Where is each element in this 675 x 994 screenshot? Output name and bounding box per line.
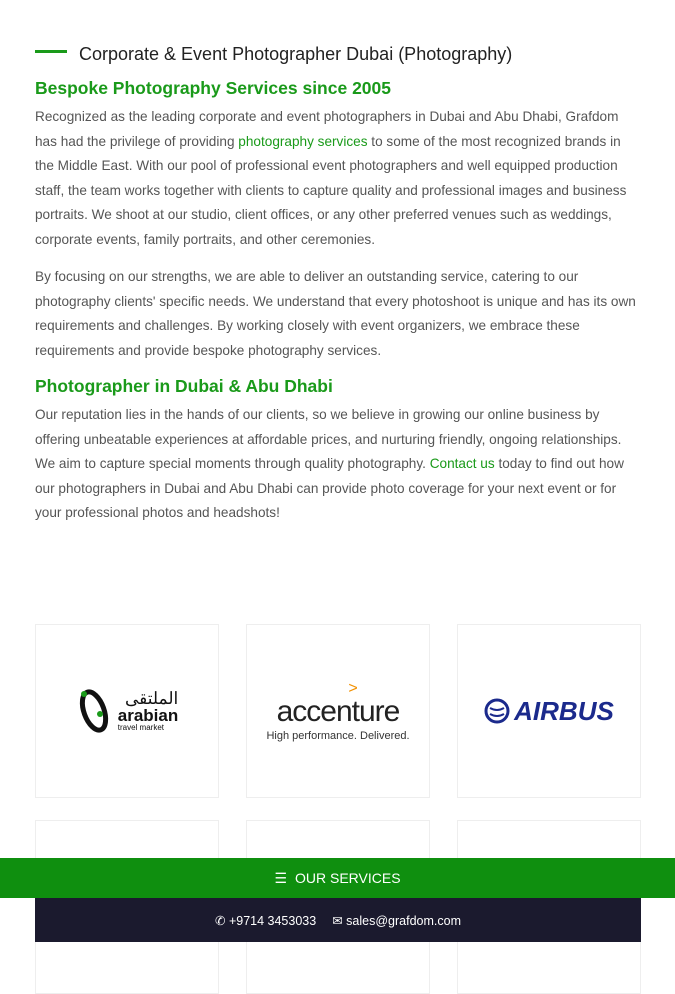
logo-arabian-travel-market: [35, 624, 219, 798]
section-header: [35, 42, 640, 66]
contact-us-link[interactable]: Contact us: [429, 456, 495, 471]
phone-icon: ✆: [214, 913, 226, 928]
atm-emblem-icon: [76, 686, 112, 736]
text: Recognized as the leading corporate and event photographers in Dubai and Abu Dhabi, Grafdom has had the privilege of providing: [35, 109, 619, 149]
logo-accenture: [246, 624, 430, 798]
atm-arabic-text: الملتقى: [124, 689, 179, 708]
section-title: Corporate & Event Photographer Dubai (Photography): [79, 43, 513, 64]
atm-main-text: arabian: [117, 706, 179, 725]
text: Our reputation lies in the hands of our clients, so we believe in growing our online business by offering unbeatable experiences at affordable prices, and nurturing friendly, ongoing relationships. We aim to capture special moments through quality photography.: [35, 407, 622, 471]
contact-bar: [35, 898, 641, 942]
phone-link[interactable]: [215, 913, 316, 928]
paragraph-strengths: By focusing on our strengths, we are able to deliver an outstanding service, catering to our photography clients' specific needs. We understand that every photoshoot is unique and has its own requirements and challenges. By working closely with event organizers, we embrace these requirements and provide bespoke photography services.: [35, 269, 636, 358]
phone-number: +9714 3453033: [228, 913, 317, 928]
atm-sub-text: travel market: [117, 723, 164, 732]
our-services-button[interactable]: [0, 858, 675, 898]
photography-services-link[interactable]: photography services: [238, 133, 368, 149]
logo-airbus: [457, 624, 641, 798]
accenture-tagline: High performance. Delivered.: [266, 729, 410, 742]
envelope-icon: ✉: [332, 913, 343, 928]
services-label: OUR SERVICES: [295, 870, 401, 886]
email-address: sales@grafdom.com: [346, 913, 461, 928]
text: to some of the most recognized brands in the Middle East. With our pool of professional event photographers and well equipped production staff, the team works together with clients to capture quality and professional images and business portraits. We shoot at our studio, client offices, or any other preferred venues such as weddings, corporate events, family portraits, and other ceremonies.: [35, 133, 627, 247]
airbus-wordmark: AIRBUS: [514, 695, 614, 726]
heading-bespoke: Bespoke Photography Services since 2005: [35, 78, 391, 98]
text: today to find out how our photographers in Dubai and Abu Dhabi can provide photo coverage for your next event or for your professional photos and headshots!: [35, 456, 624, 520]
paragraph-reputation: [35, 403, 640, 526]
heading-photographer: Photographer in Dubai & Abu Dhabi: [35, 376, 333, 396]
airbus-globe-icon: [484, 698, 510, 724]
paragraph-intro: [35, 105, 640, 252]
email-link[interactable]: [332, 913, 461, 928]
menu-icon: ☰: [274, 869, 287, 886]
accenture-chevron-icon: >: [348, 679, 358, 697]
accenture-wordmark: accenture: [276, 694, 400, 728]
accent-bar: [35, 50, 67, 53]
